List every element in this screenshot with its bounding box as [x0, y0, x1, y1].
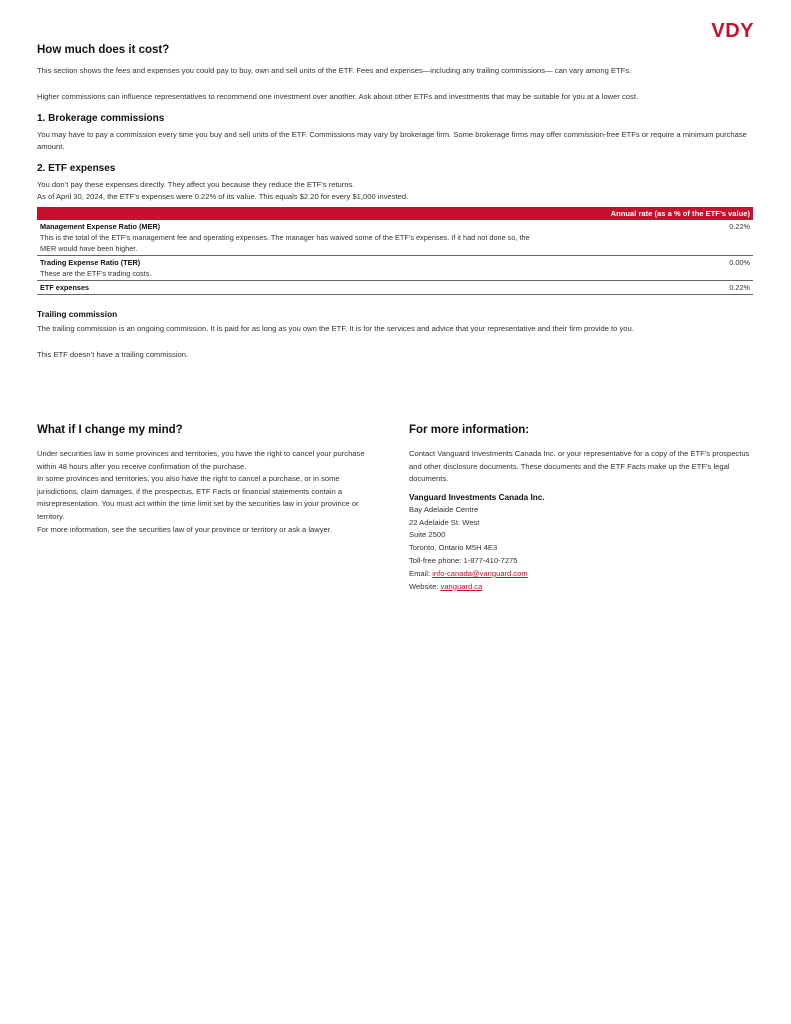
brokerage-title: 1. Brokerage commissions	[37, 113, 165, 124]
change-mind-p2: In some provinces and territories, you also have the right to cancel a purchase, or in some jurisdictions, claim damages, if the prospectus, ETF Facts or financial statements contain a misrepresentation. You must act within the time limit set by the securities law in your province or territory.	[37, 474, 359, 521]
more-info-text: Contact Vanguard Investments Canada Inc. or your representative for a copy of the ETF’s prospectus and other disclosure documents. These documents and the ETF Facts make up the ETF’s legal documents.	[409, 449, 750, 484]
table-row	[37, 220, 753, 256]
etf-expenses-title: 2. ETF expenses	[37, 163, 116, 174]
change-mind-title: What if I change my mind?	[37, 424, 183, 436]
cost-intro-2: Higher commissions can influence representatives to recommend one investment over another. Ask about other ETFs and investments that may be suitable for you at a lower cost.	[37, 92, 639, 101]
address-line: Suite 2500	[409, 530, 446, 540]
row-value: 0.00%	[633, 256, 753, 281]
etf-expenses-line-1: You don’t pay these expenses directly. They affect you because they reduce the ETF’s returns.	[37, 180, 355, 189]
company-name: Vanguard Investments Canada Inc.	[409, 492, 545, 502]
more-info-title: For more information:	[409, 424, 530, 436]
change-mind-p1: Under securities law in some provinces and territories, you have the right to cancel your purchase within 48 hours after you receive confirmation of the purchase.	[37, 449, 365, 471]
change-mind-p3: For more information, see the securities law of your province or territory or ask a lawyer.	[37, 524, 333, 534]
brokerage-text: You may have to pay a commission every time you buy and sell units of the ETF. Commissions may vary by brokerage firm. Some brokerage firms may offer commission-free ETFs or require a minimum purchase amount.	[37, 130, 747, 151]
expenses-table-header: Annual rate (as a % of the ETF’s value)	[37, 207, 753, 220]
website-line	[409, 581, 753, 594]
email-label: Email:	[409, 568, 433, 578]
change-mind-section	[37, 424, 381, 593]
table-row	[37, 256, 753, 281]
row-value: 0.22%	[633, 281, 753, 295]
bottom-columns	[37, 424, 753, 593]
email-link[interactable]: info-canada@vanguard.com	[432, 568, 528, 578]
row-description: These are the ETF’s trading costs.	[40, 269, 152, 278]
row-value: 0.22%	[633, 220, 753, 256]
fund-ticker: VDY	[711, 20, 754, 42]
row-description: This is the total of the ETF’s management fee and operating expenses. The manager has waived some of the ETF’s expenses. If it had not done so, the MER would have been higher.	[40, 233, 530, 253]
email-line	[409, 568, 753, 581]
row-title: Trading Expense Ratio (TER)	[40, 258, 141, 267]
website-link[interactable]: vanguard.ca	[440, 581, 483, 591]
row-title: Management Expense Ratio (MER)	[40, 222, 161, 231]
website-label: Website:	[409, 581, 441, 591]
expenses-table	[37, 207, 753, 295]
cost-title: How much does it cost?	[37, 44, 170, 56]
address-line: Toronto, Ontario M5H 4E3	[409, 543, 498, 553]
row-title: ETF expenses	[40, 283, 90, 292]
address-line: 22 Adelaide St. West	[409, 517, 480, 527]
address-line: Bay Adelaide Centre	[409, 504, 479, 514]
trailing-title: Trailing commission	[37, 309, 118, 319]
trailing-text-2: This ETF doesn’t have a trailing commission.	[37, 350, 189, 359]
cost-section	[37, 44, 753, 361]
table-row	[37, 281, 753, 295]
trailing-text: The trailing commission is an ongoing commission. It is paid for as long as you own the ETF. It is for the services and advice that your representative and their firm provide to you.	[37, 324, 634, 333]
cost-intro: This section shows the fees and expenses you could pay to buy, own and sell units of the ETF. Fees and expenses—including any trailing commissions— can vary among ETFs.	[37, 66, 632, 75]
etf-expenses-line-2: As of April 30, 2024, the ETF’s expenses were 0.22% of its value. This equals $2.20 for every $1,000 invested.	[37, 192, 409, 201]
more-info-section	[409, 424, 753, 593]
phone-line: Toll-free phone: 1-877-410-7275	[409, 555, 518, 565]
